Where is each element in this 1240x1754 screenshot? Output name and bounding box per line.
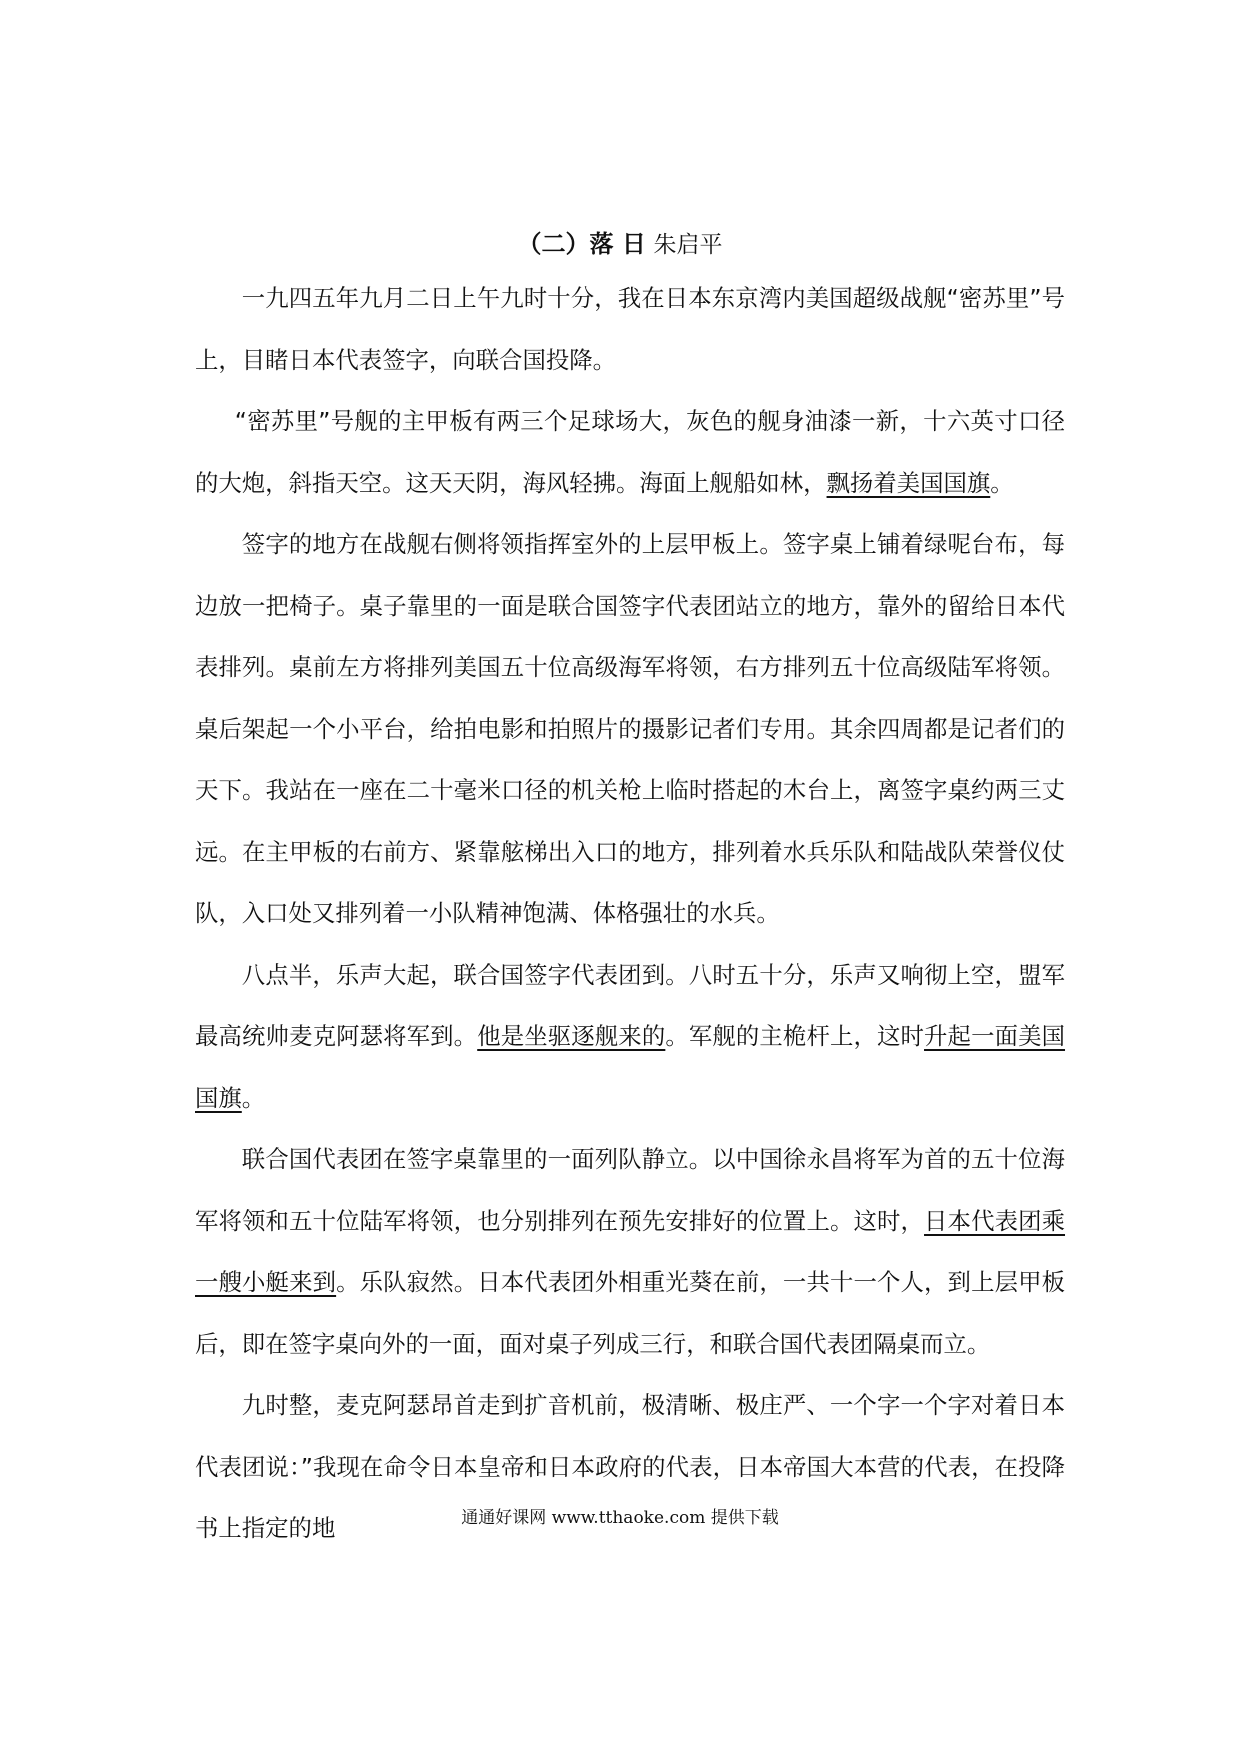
paragraph-6 [195,1375,1065,1560]
text-segment: 一九四五年九月二日上午九时十分，我在日本东京湾内美国超级战舰“密苏里”号上，目睹日本代表签字，向联合国投降。 [195,284,1065,374]
underlined-phrase: 他是坐驱逐舰来的 [477,1022,666,1050]
title-author: 朱启平 [653,232,723,258]
text-segment: 。 [241,1083,266,1112]
text-segment: 。 [990,468,1014,497]
underlined-phrase: 日本代表团乘一艘小艇来到 [195,1206,1066,1296]
text-segment: 签字的地方在战舰右侧将领指挥室外的上层甲板上。签字桌上铺着绿呢台布，每边放一把椅子。桌子靠里的一面是联合国签字代表团站立的地方，靠外的留给日本代表排列。桌前左方将排列美国五十位高级海军将领，右方排列五十位高级陆军将领。桌后架起一个小平台，给拍电影和拍照片的摄影记者们专用。其余四周都是记者们的天下。我站在一座在二十毫米口径的机关枪上临时搭起的木台上，离签字桌约两三丈远。在主甲板的右前方、紧靠舷梯出入口的地方，排列着水兵乐队和陆战队荣誉仪仗队，入口处又排列着一小队精神饱满、体格强壮的水兵。 [195,530,1065,927]
text-segment: 八点半，乐声大起，联合国签字代表团到。八时五十分，乐声又响彻上空，盟军最高统帅麦克阿瑟将军到。 [195,960,1065,1050]
article-title [0,228,1240,261]
underlined-phrase: 飘扬着美国国旗 [826,468,991,497]
paragraph-5 [195,1129,1065,1375]
paragraph-2 [195,391,1065,514]
text-segment: 联合国代表团在签字桌靠里的一面列队静立。以中国徐永昌将军为首的五十位海军将领和五十位陆军将领，也分别排列在预先安排好的位置上。这时， [195,1145,1065,1235]
text-segment: 九时整，麦克阿瑟昂首走到扩音机前，极清晰、极庄严、一个字一个字对着日本代表团说：”我现在命令日本皇帝和日本政府的代表，日本帝国大本营的代表，在投降书上指定的地 [195,1391,1065,1542]
paragraph-4 [195,945,1065,1130]
paragraph-3 [195,514,1065,945]
page-footer: 通通好课网 www.tthaoke.com 提供下载 [461,1508,779,1528]
text-segment: 。军舰的主桅杆上，这时 [665,1022,925,1050]
paragraph-1 [195,268,1065,391]
text-segment: “密苏里”号舰的主甲板有两三个足球场大，灰色的舰身油漆一新，十六英寸口径的大炮，斜指天空。这天天阴，海风轻拂。海面上舰船如林， [195,407,1065,497]
title-main: （二）落 日 [517,229,646,258]
underlined-phrase: 升起一面美国国旗 [195,1022,1066,1112]
article-body [195,268,1065,1560]
text-segment: 。乐队寂然。日本代表团外相重光葵在前，一共十一个人，到上层甲板后，即在签字桌向外的一面，面对桌子列成三行，和联合国代表团隔桌而立。 [195,1268,1066,1358]
